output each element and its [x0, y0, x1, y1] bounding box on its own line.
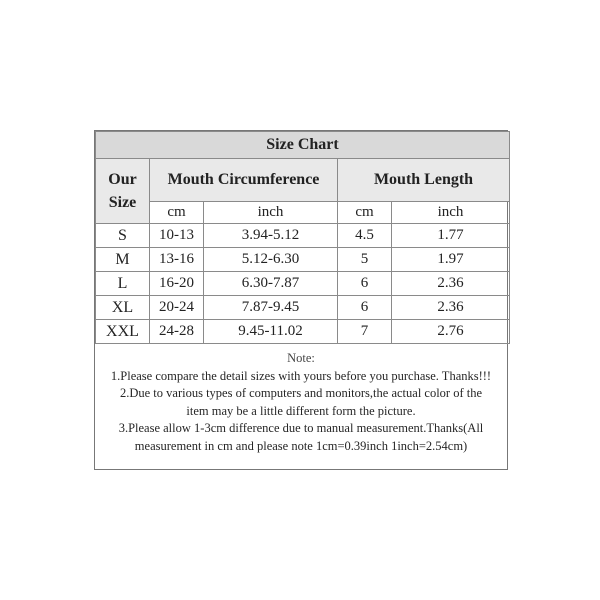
circ-cm-cell: 16-20 — [150, 272, 204, 296]
size-cell: L — [96, 272, 150, 296]
circ-inch-cell: 7.87-9.45 — [204, 296, 338, 320]
note-line: 1.Please compare the detail sizes with yours before you purchase. Thanks!!! — [110, 368, 492, 383]
size-cell: XXL — [96, 320, 150, 344]
mouth-length-header: Mouth Length — [338, 159, 510, 202]
notes-section — [95, 344, 507, 455]
note-title: Note: — [287, 351, 315, 365]
len-inch-cell: 2.36 — [392, 296, 510, 320]
circ-inch-cell: 9.45-11.02 — [204, 320, 338, 344]
size-cell: XL — [96, 296, 150, 320]
len-cm-cell: 6 — [338, 296, 392, 320]
circ-inch-cell: 3.94-5.12 — [204, 224, 338, 248]
note-line: 2.Due to various types of computers and monitors,the actual color of the — [119, 386, 483, 400]
unit-len-inch: inch — [392, 202, 510, 224]
circ-inch-cell: 5.12-6.30 — [204, 248, 338, 272]
chart-title: Size Chart — [96, 132, 510, 159]
note-line: 3.Please allow 1-3cm difference due to manual measurement.Thanks(All — [118, 421, 484, 435]
table-row — [96, 272, 510, 296]
circ-cm-cell: 13-16 — [150, 248, 204, 272]
size-chart — [94, 130, 508, 470]
size-cell: M — [96, 248, 150, 272]
table-row — [96, 320, 510, 344]
size-column-header — [96, 159, 150, 224]
len-inch-cell: 1.97 — [392, 248, 510, 272]
circ-cm-cell: 10-13 — [150, 224, 204, 248]
len-inch-cell: 2.76 — [392, 320, 510, 344]
table-row — [96, 224, 510, 248]
table-row — [96, 296, 510, 320]
unit-circ-cm: cm — [150, 202, 204, 224]
table-row — [96, 248, 510, 272]
circ-inch-cell: 6.30-7.87 — [204, 272, 338, 296]
len-cm-cell: 7 — [338, 320, 392, 344]
unit-circ-inch: inch — [204, 202, 338, 224]
size-table — [95, 131, 510, 344]
circ-cm-cell: 24-28 — [150, 320, 204, 344]
note-line: measurement in cm and please note 1cm=0.39inch 1inch=2.54cm) — [134, 438, 468, 453]
len-cm-cell: 6 — [338, 272, 392, 296]
size-header-line-2: Size — [108, 194, 137, 211]
size-header-line-1: Our — [108, 171, 137, 188]
note-line: item may be a little different form the picture. — [186, 403, 416, 418]
len-inch-cell: 1.77 — [392, 224, 510, 248]
mouth-circumference-header: Mouth Circumference — [150, 159, 338, 202]
unit-len-cm: cm — [338, 202, 392, 224]
len-cm-cell: 4.5 — [338, 224, 392, 248]
len-cm-cell: 5 — [338, 248, 392, 272]
circ-cm-cell: 20-24 — [150, 296, 204, 320]
len-inch-cell: 2.36 — [392, 272, 510, 296]
size-cell: S — [96, 224, 150, 248]
